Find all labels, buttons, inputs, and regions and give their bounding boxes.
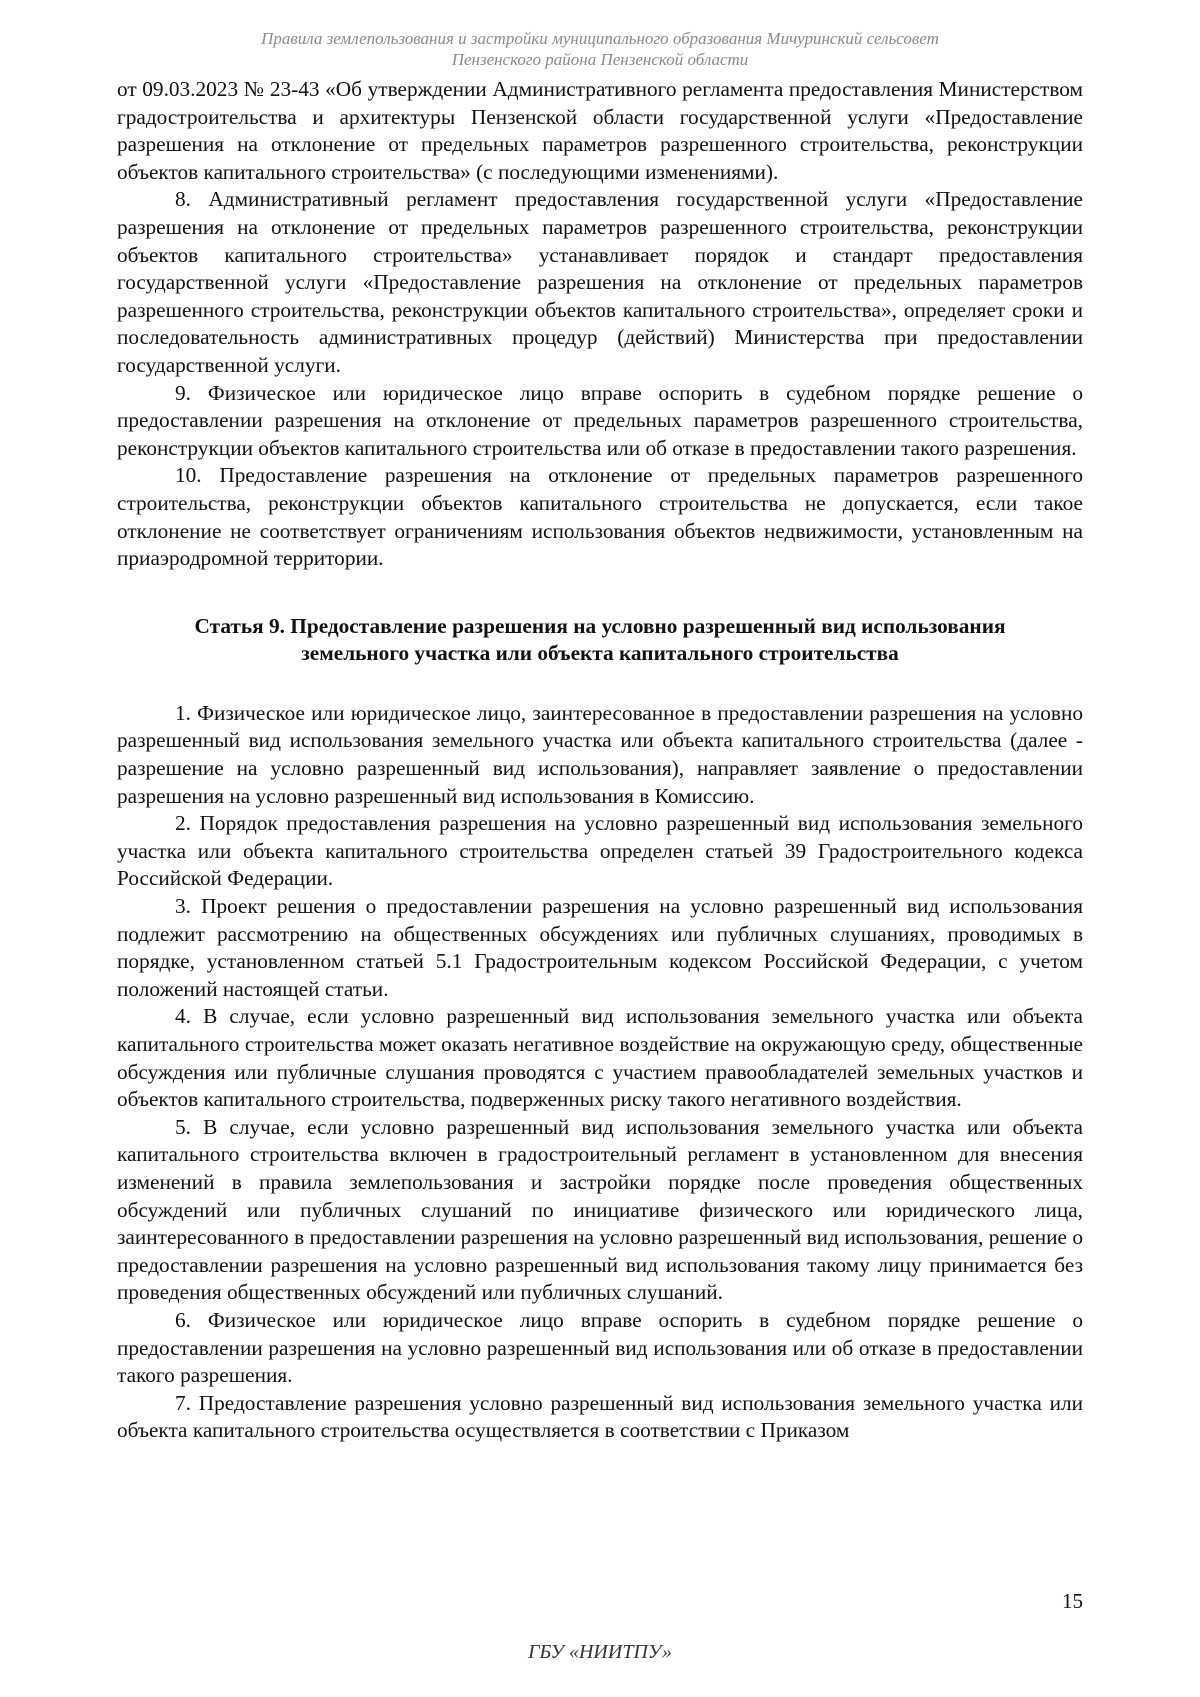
document-body: [117, 76, 1083, 1445]
article-paragraph-4: 4. В случае, если условно разрешенный вид использования земельного участка или объекта капитального строительства может оказать негативное воздействие на окружающую среду, общественные обсуждения или публичные слушания проводятся с участием правообладателей земельных участков и объектов капитального строительства, подверженных риску такого негативного воздействия.: [117, 1004, 1083, 1112]
running-header: [120, 28, 1080, 70]
page-number: 15: [1062, 1589, 1083, 1613]
paragraph-item-10: 10. Предоставление разрешения на отклонение от предельных параметров разрешенного строительства, реконструкции объектов капитального строительства не допускается, если такое отклонение не соответствует ограничениям использования объектов недвижимости, установленным на приаэродромной территории.: [117, 463, 1083, 571]
article-paragraph-6: 6. Физическое или юридическое лицо вправе оспорить в судебном порядке решение о предоставлении разрешения на условно разрешенный вид использования или об отказе в предоставлении такого разрешения.: [117, 1307, 1083, 1388]
article-paragraph-7: 7. Предоставление разрешения условно разрешенный вид использования земельного участка или объекта капитального строительства осуществляется в соответствии с Приказом: [117, 1390, 1083, 1443]
article-paragraph-2: 2. Порядок предоставления разрешения на условно разрешенный вид использования земельного участка или объекта капитального строительства определен статьей 39 Градостроительного кодекса Российской Федерации.: [117, 811, 1083, 891]
article-heading-line-1: Статья 9. Предоставление разрешения на условно разрешенный вид использования: [194, 613, 1006, 638]
article-paragraph-5: 5. В случае, если условно разрешенный вид использования земельного участка или объекта капитального строительства включен в градостроительный регламент в установленном для внесения изменений в правила землепользования и застройки порядке после проведения общественных обсуждений или публичных слушаний по инициативе физического или юридического лица, заинтересованного в предоставлении разрешения на условно разрешенный вид использования, решение о предоставлении разрешения на условно разрешенный вид использования такому лицу принимается без проведения общественных обсуждений или публичных слушаний.: [117, 1114, 1083, 1305]
article-paragraph-3: 3. Проект решения о предоставлении разрешения на условно разрешенный вид использования подлежит рассмотрению на общественных обсуждениях или публичных слушаниях, проводимых в порядке, установленном статьей 5.1 Градостроительным кодексом Российской Федерации, с учетом положений настоящей статьи.: [117, 894, 1083, 1001]
running-header-line-1: Правила землепользования и застройки муниципального образования Мичуринский сельсовет: [261, 29, 939, 48]
running-footer: ГБУ «НИИТПУ»: [528, 1641, 672, 1663]
article-heading: [117, 613, 1083, 668]
article-paragraph-1: 1. Физическое или юридическое лицо, заинтересованное в предоставлении разрешения на условно разрешенный вид использования земельного участка или объекта капитального строительства (далее - разрешение на условно разрешенный вид использования), направляет заявление о предоставлении разрешения на условно разрешенный вид использования в Комиссию.: [117, 700, 1083, 808]
paragraph-item-9: 9. Физическое или юридическое лицо вправе оспорить в судебном порядке решение о предоставлении разрешения на отклонение от предельных параметров разрешенного строительства, реконструкции объектов капитального строительства или об отказе в предоставлении такого разрешения.: [117, 380, 1083, 460]
article-heading-line-2: земельного участка или объекта капитального строительства: [301, 641, 899, 666]
paragraph-continuation: от 09.03.2023 № 23-43 «Об утверждении Административного регламента предоставления Министерством градостроительства и архитектуры Пензенской области государственной услуги «Предоставление разрешения на отклонение от предельных параметров разрешенного строительства, реконструкции объектов капитального строительства» (с последующими изменениями).: [117, 77, 1083, 184]
running-header-line-2: Пензенского района Пензенской области: [451, 50, 749, 69]
paragraph-item-8: 8. Административный регламент предоставления государственной услуги «Предоставление разрешения на отклонение от предельных параметров разрешенного строительства, реконструкции объектов капитального строительства» устанавливает порядок и стандарт предоставления государственной услуги «Предоставление разрешения на отклонение от предельных параметров разрешенного строительства, реконструкции объектов капитального строительства», определяет сроки и последовательность административных процедур (действий) Министерства при предоставлении государственной услуги.: [117, 187, 1083, 377]
